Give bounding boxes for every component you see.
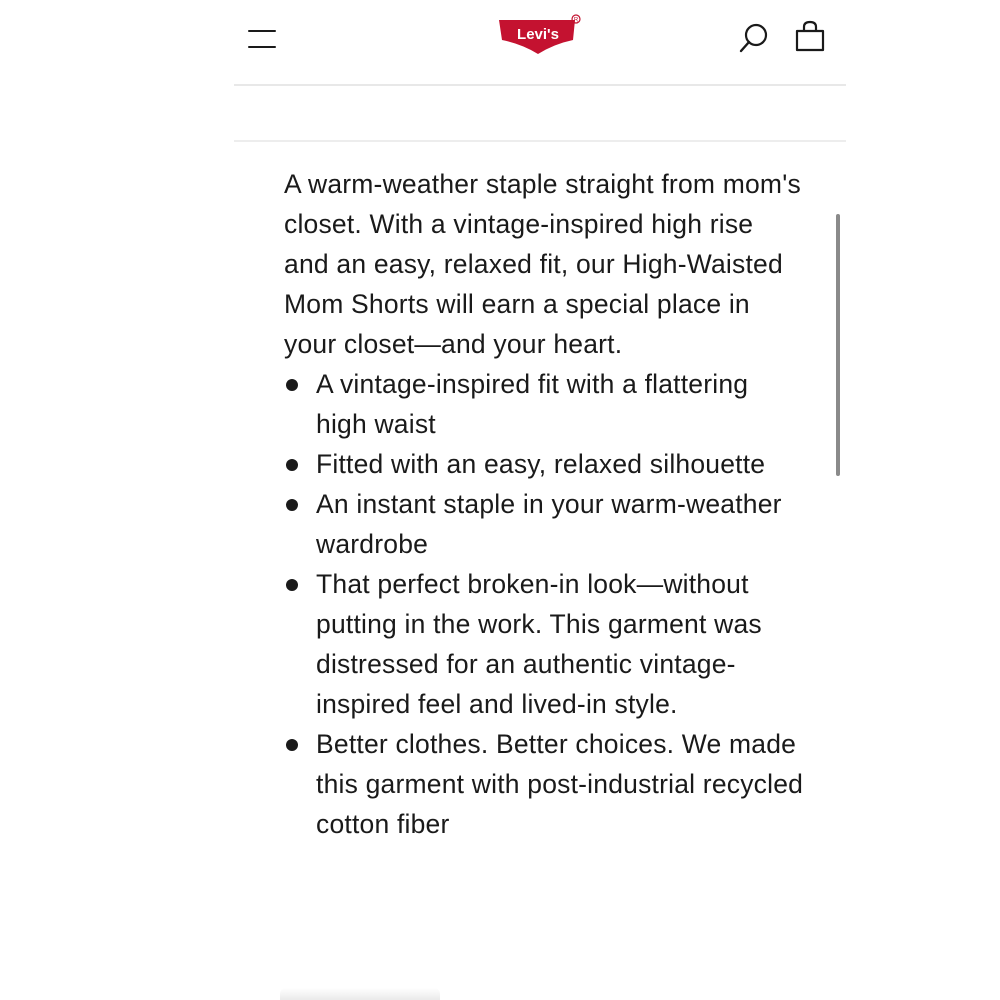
hamburger-menu-icon[interactable]	[246, 24, 280, 52]
bullet-icon	[286, 499, 298, 511]
scrollbar-thumb[interactable]	[836, 214, 840, 476]
bullet-icon	[286, 379, 298, 391]
description-intro: A warm-weather staple straight from mom's closet. With a vintage-inspired high rise and an easy, relaxed fit, our High-Waisted Mom Shorts will earn a special place in your closet—and your heart.	[284, 169, 801, 359]
product-description	[284, 164, 804, 844]
feature-text: An instant staple in your warm-weather wardrobe	[316, 489, 782, 559]
site-header	[234, 0, 846, 86]
search-icon[interactable]	[734, 20, 774, 56]
section-divider	[234, 140, 846, 142]
feature-bullet	[284, 444, 804, 484]
feature-text: Better clothes. Better choices. We made this garment with post-industrial recycled cotton fiber	[316, 729, 804, 839]
feature-bullet	[284, 724, 804, 844]
levis-logo[interactable]	[496, 14, 584, 58]
bullet-icon	[286, 459, 298, 471]
levis-batwing-logo	[496, 14, 584, 58]
feature-text: That perfect broken-in look—without putting in the work. This garment was distressed for an authentic vintage-inspired feel and lived-in style.	[316, 569, 762, 719]
feature-text: Fitted with an easy, relaxed silhouette	[316, 449, 766, 479]
bullet-icon	[286, 739, 298, 751]
bullet-icon	[286, 579, 298, 591]
feature-bullet	[284, 564, 804, 724]
feature-text: A vintage-inspired fit with a flattering high waist	[316, 369, 749, 439]
feature-bullet	[284, 364, 804, 444]
feature-list	[284, 364, 804, 844]
svg-text:R: R	[573, 17, 579, 24]
brand-wordmark: Levi's	[517, 26, 559, 43]
shopping-bag-icon[interactable]	[792, 18, 830, 56]
next-section-edge	[280, 988, 440, 1000]
feature-bullet	[284, 484, 804, 564]
